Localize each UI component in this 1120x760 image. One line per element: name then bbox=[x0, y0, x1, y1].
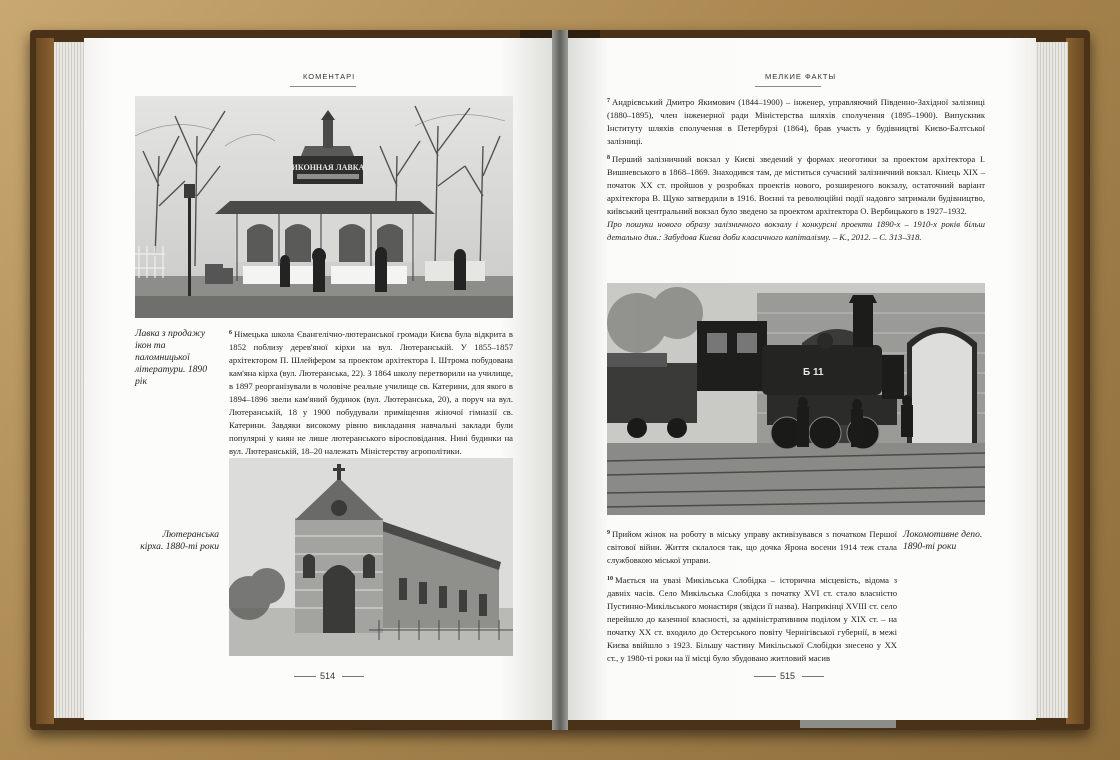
footnotes-7-8 bbox=[607, 96, 985, 249]
right-page bbox=[562, 38, 1036, 720]
running-head-rule bbox=[290, 86, 356, 87]
folio-dash bbox=[754, 676, 776, 677]
photo-caption-icon-shop: Лавка з продажу ікон та паломницької літератури. 1890 рік bbox=[135, 328, 208, 387]
footnote-6 bbox=[229, 328, 513, 463]
running-head-rule bbox=[755, 86, 821, 87]
page-stack-left bbox=[54, 42, 86, 718]
folio-dash bbox=[342, 676, 364, 677]
footnote-text: Мається на увазі Микільська Слобідка – історична місцевість, відома з давніх часів. Село Микільська Слобідка з початку XVI ст. стало власністю Пустинно-Микільського монастиря (звідси її назва). Наприкінці XVIII ст. село перейшло до казенної власності, за адміністративним поділом у XIX ст. – на початку XX ст. входило до Остерського повіту Чернігівської губернії, в межі Києва ввійшло з 1923. Більшу частину Микільської Слобідки знесено у XX ст., у 1980-ті роки на її місці було збудовано житловий масив bbox=[607, 575, 897, 663]
photo-lutheran-church bbox=[229, 458, 513, 656]
photo-caption-lutheran-church: Лютеранська кірха. 1880-ті роки bbox=[140, 529, 219, 552]
cover-edge-left bbox=[36, 38, 54, 724]
book-gutter bbox=[552, 30, 568, 730]
footnote-text: Перший залізничний вокзал у Києві зведений у формах неоготики за проектом архітектора І. Вишневського в 1868–1869. Знаходився там, де міститься сучасний залізничний вокзал. Кінець XIX – початок XX ст. пройшов у розробках проектів нового, розширеного вокзалу, остаточний варіант архітектора В. Щуко затвердили в 1916. Воєнні та революційні події надовго затримали будівництво, київський центральний вокзал було зведено за проектом архітектора О. Вербицького в 1927–1932. bbox=[607, 154, 985, 216]
left-page bbox=[84, 38, 556, 720]
footnote-10 bbox=[607, 574, 897, 670]
running-head-right: МЕЛКИЕ ФАКТЫ bbox=[765, 72, 837, 81]
footnote-text: Андрієвський Дмитро Якимович (1844–1900) – інженер, управляючий Південно-Західної залізниці (1880–1895), член інженерної ради Міністерства шляхів сполучення (1895–1900). Випускник Інституту шляхів сполучення в Петербурзі (1864), брав участь у будівництві Києво-Балтської залізниці. bbox=[607, 97, 985, 146]
footnote-9 bbox=[607, 528, 897, 572]
footnote-text: Німецька школа Євангелічно-лютеранської громади Києва була відкрита в 1852 поблизу дерев'яної кірхи на вул. Лютеранській. У 1855–1857 архітектором П. Шлейфером за проектом архітектора І. Штрома побудована кам'яна кірха (вул. Лютеранська, 22). З 1864 школу перетворили на училище, в 1897 реорганізували в чоловіче реальне училище св. Катерини, для якого в 1894–1896 звели кам'яний будинок (вул. Лютеранська, 20), а поруч на вул. Лютеранській, 18 у 1900 побудували приміщення жіночої гімназії св. Катерини. Завдяки високому рівню викладання навчальні заклади були популярні у киян не лише лютеранського віросповідання. Нині будинки на вул. Лютеранській, 18–20 належать Міністерству агрополітики. bbox=[229, 329, 513, 456]
footnote-text: Прийом жінок на роботу в міську управу активізувався з початком Першої світової війни. Життя склалося так, що дочка Ярона восени 1914 теж стала службовкою міської управи. bbox=[607, 529, 897, 565]
locomotive-plate: Б 11 bbox=[803, 367, 824, 378]
footnote-reference: Про пошуки нового образу залізничного вокзалу і конкурсні проекти 1890-х – 1910-х років більш детально див.: Забудова Києва доби класичного капіталізму. – К., 2012. – С. 313–318. bbox=[607, 219, 985, 242]
page-number-right: 515 bbox=[780, 671, 796, 681]
page-number-left: 514 bbox=[320, 671, 336, 681]
page-stack-right bbox=[1034, 42, 1068, 718]
photo-locomotive-depot bbox=[607, 283, 985, 515]
footnote-number: 9 bbox=[607, 530, 610, 536]
footnote-number: 10 bbox=[607, 576, 613, 582]
photo-caption-locomotive-depot: Локомотивне депо. 1890-ті роки bbox=[903, 529, 983, 552]
page-bottom-tab bbox=[800, 720, 896, 728]
footnote-number: 7 bbox=[607, 98, 610, 104]
cover-edge-right bbox=[1066, 38, 1084, 724]
photo-icon-shop bbox=[135, 96, 513, 318]
shop-sign-text: ИКОННАЯ ЛАВКА bbox=[291, 163, 365, 172]
folio-dash bbox=[802, 676, 824, 677]
footnote-number: 8 bbox=[607, 155, 610, 161]
footnote-number: 6 bbox=[229, 330, 232, 336]
running-head-left: КОМЕНТАРІ bbox=[303, 72, 356, 81]
folio-dash bbox=[294, 676, 316, 677]
